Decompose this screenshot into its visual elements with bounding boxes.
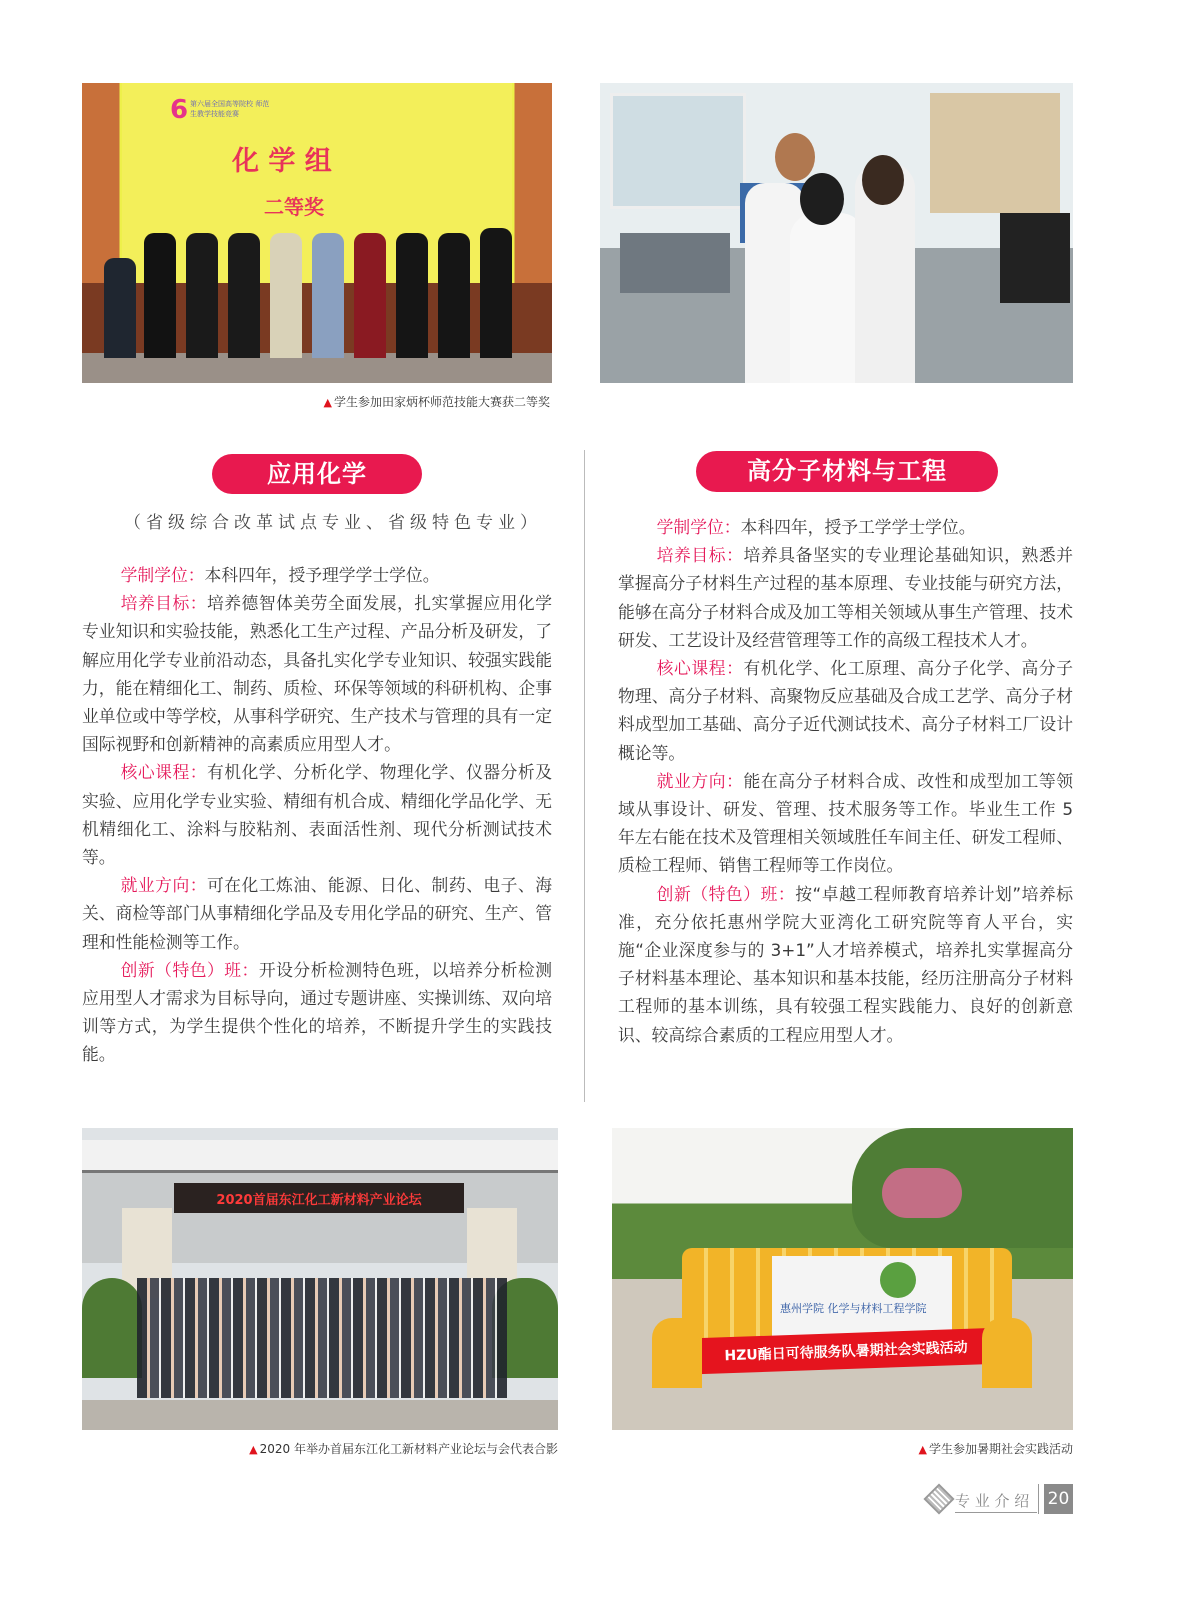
paragraph-courses [82, 758, 552, 871]
label: 核心课程： [120, 762, 207, 783]
screen-number: 6 [170, 95, 189, 125]
paragraph-special-class [618, 880, 1073, 1049]
page-number: 20 [1044, 1484, 1073, 1514]
social-practice-photo [612, 1128, 1073, 1430]
school-logo-icon [923, 1483, 954, 1514]
triangle-icon: ▲ [918, 1443, 927, 1456]
paragraph-goal [82, 589, 552, 758]
practice-banner: HZU酯日可待服务队暑期社会实践活动 [724, 1339, 968, 1365]
footer-underline [955, 1512, 1037, 1513]
label: 培养目标： [656, 545, 744, 566]
label: 学制学位： [120, 565, 205, 585]
label: 就业方向： [656, 770, 744, 791]
polymer-engineering-body [618, 513, 1073, 1049]
caption-text: 学生参加暑期社会实践活动 [928, 1442, 1073, 1456]
label: 培养目标： [120, 593, 207, 614]
text: 培养德智体美劳全面发展，扎实掌握应用化学专业知识和实验技能，熟悉化工生产过程、产品分析及研发，了解应用化学专业前沿动态，具备扎实化学专业知识、较强实践能力，能在精细化工、制药、质检、环保等领域的科研机构、企事业单位或中等学校，从事科学研究、生产技术与管理的具有一定国际视野和创新精神的高素质应用型人才。 [82, 593, 552, 755]
label: 就业方向： [120, 875, 207, 896]
paragraph-courses [618, 654, 1073, 767]
text: 本科四年，授予理学学士学位。 [204, 565, 440, 585]
applied-chemistry-body [82, 561, 552, 1069]
laboratory-photo [600, 83, 1073, 383]
paragraph-degree [82, 561, 552, 589]
text: 有机化学、化工原理、高分子化学、高分子物理、高分子材料、高聚物反应基础及合成工艺学、高分子材料成型加工基础、高分子近代测试技术、高分子材料工厂设计概论等。 [618, 658, 1073, 763]
text: 开设分析检测特色班，以培养分析检测应用型人才需求为目标导向，通过专题讲座、实操训练、双向培训等方式，为学生提供个性化的培养，不断提升学生的实践技能。 [82, 959, 552, 1065]
paragraph-special-class [82, 956, 552, 1069]
triangle-icon: ▲ [323, 396, 332, 409]
text: 按“卓越工程师教育培养计划”培养标准，充分依托惠州学院大亚湾化工研究院等育人平台，实施“企业深度参与的 3+1”人才培养模式，培养扎实掌握高分子材料基本理论、基本知识和基本技能，经历注册高分子材料工程师的基本训练，具有较强工程实践能力、良好的创新意识、较高综合素质的工程应用型人才。 [618, 883, 1073, 1045]
text: 有机化学、分析化学、物理化学、仪器分析及实验、应用化学专业实验、精细有机合成、精细化学品化学、无机精细化工、涂料与胶粘剂、表面活性剂、现代分析测试技术等。 [82, 762, 552, 868]
footer-separator [1038, 1484, 1039, 1514]
paragraph-careers [82, 871, 552, 956]
applied-chemistry-subtitle: （省级综合改革试点专业、省级特色专业） [124, 513, 542, 533]
text: 可在化工炼油、能源、日化、制药、电子、海关、商检等部门从事精细化学品及专用化学品的研究、生产、管理和性能检测等工作。 [82, 875, 552, 952]
caption-text: 2020 年举办首届东江化工新材料产业论坛与会代表合影 [259, 1442, 558, 1456]
practice-photo-caption [919, 1440, 1073, 1457]
label: 核心课程： [656, 658, 744, 679]
caption-text: 学生参加田家炳杯师范技能大赛获二等奖 [333, 395, 550, 409]
text: 本科四年，授予工学学士学位。 [740, 517, 976, 537]
forum-photo-caption [249, 1440, 558, 1457]
text: 培养具备坚实的专业理论基础知识，熟悉并掌握高分子材料生产过程的基本原理、专业技能与研究方法，能够在高分子材料合成及加工等相关领域从事生产管理、技术研发、工艺设计及经营管理等工作的高级工程技术人才。 [618, 545, 1073, 650]
screen-event: 第六届全国高等院校 师范生教学技能竞赛 [190, 100, 270, 118]
screen-award: 二等奖 [264, 195, 324, 219]
screen-group: 化 学 组 [232, 146, 332, 177]
forum-group-photo [82, 1128, 558, 1430]
paragraph-goal [618, 541, 1073, 654]
label: 创新（特色）班： [656, 883, 796, 904]
paragraph-careers [618, 767, 1073, 880]
flag-school-name: 惠州学院 化学与材料工程学院 [780, 1302, 927, 1315]
applied-chemistry-title: 应用化学 [212, 454, 422, 494]
award-photo-caption [324, 393, 550, 410]
label: 创新（特色）班： [120, 959, 259, 980]
forum-banner: 2020首届东江化工新材料产业论坛 [216, 1193, 422, 1208]
column-divider [584, 450, 585, 1102]
award-ceremony-photo [82, 83, 552, 383]
triangle-icon: ▲ [249, 1443, 258, 1456]
footer-section-label: 专 业 介 绍 [955, 1492, 1030, 1510]
polymer-engineering-title: 高分子材料与工程 [696, 451, 998, 492]
label: 学制学位： [656, 517, 741, 537]
text: 能在高分子材料合成、改性和成型加工等领域从事设计、研发、管理、技术服务等工作。毕业生工作 5 年左右能在技术及管理相关领域胜任车间主任、研发工程师、质检工程师、销售工程师等工作岗位。 [618, 770, 1073, 876]
paragraph-degree [618, 513, 1073, 541]
